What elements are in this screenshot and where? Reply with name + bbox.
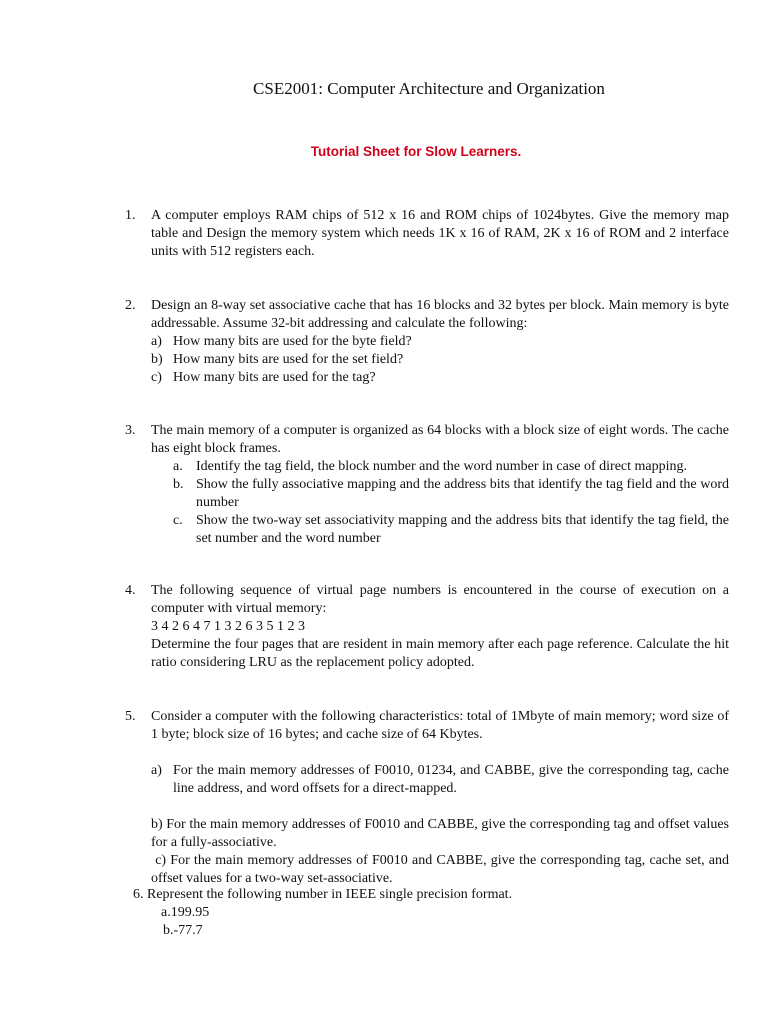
question-part [151, 333, 729, 351]
part-label: a) [151, 763, 162, 778]
question-part [151, 476, 729, 512]
question-number: 4. [125, 583, 136, 598]
question-1 [125, 207, 729, 261]
part-text: Identify the tag field, the block number and the word number in case of direct mapping. [196, 459, 688, 474]
page-subtitle: Tutorial Sheet for Slow Learners. [310, 144, 522, 159]
question-text: 6. Represent the following number in IEEE single precision format. [133, 887, 513, 902]
question-part: a.199.95 [161, 905, 210, 920]
question-number: 1. [125, 208, 136, 223]
part-text: How many bits are used for the tag? [173, 370, 376, 385]
question-6 [133, 886, 512, 940]
question-text: Design an 8-way set associative cache that has 16 blocks and 32 bytes per block. Main memory is byte addressable. Assume 32-bit addressing and calculate the following: [151, 298, 729, 331]
question-part [151, 458, 729, 476]
question-text: Consider a computer with the following characteristics: total of 1Mbyte of main memory; word size of 1 byte; block size of 16 bytes; and cache size of 64 Kbytes. [151, 709, 729, 742]
question-part [151, 351, 729, 369]
question-5 [125, 708, 733, 888]
question-part [151, 512, 729, 548]
question-text-continued: Determine the four pages that are resident in main memory after each page reference. Calculate the hit ratio considering LRU as the replacement policy adopted. [151, 637, 729, 670]
part-text: How many bits are used for the set field? [173, 352, 404, 367]
question-number: 3. [125, 423, 136, 438]
question-text: The following sequence of virtual page numbers is encountered in the course of execution on a computer with virtual memory: [151, 583, 729, 616]
part-label: a. [173, 459, 183, 474]
part-label: b) [151, 352, 163, 367]
question-number: 5. [125, 709, 136, 724]
question-4 [125, 582, 729, 672]
page-sequence: 3 4 2 6 4 7 1 3 2 6 3 5 1 2 3 [151, 619, 305, 634]
question-3 [125, 422, 729, 548]
part-text: How many bits are used for the byte field? [173, 334, 412, 349]
part-text: Show the fully associative mapping and the address bits that identify the tag field and the word number [196, 477, 729, 510]
question-part-c: c) For the main memory addresses of F0010 and CABBE, give the corresponding tag, cache set, and offset values for a two-way set-associative. [151, 853, 733, 886]
question-part: b.-77.7 [163, 923, 203, 938]
question-part [151, 369, 729, 387]
part-label: a) [151, 334, 162, 349]
part-label: c. [173, 513, 183, 528]
question-part [151, 762, 729, 798]
part-text: Show the two-way set associativity mapping and the address bits that identify the tag field, the set number and the word number [196, 513, 729, 546]
part-label: b. [173, 477, 184, 492]
question-text: The main memory of a computer is organized as 64 blocks with a block size of eight words. The cache has eight block frames. [151, 423, 729, 456]
question-part-b: b) For the main memory addresses of F0010 and CABBE, give the corresponding tag and offset values for a fully-associative. [151, 817, 729, 850]
page-title: CSE2001: Computer Architecture and Organization [253, 79, 605, 98]
question-text: A computer employs RAM chips of 512 x 16 and ROM chips of 1024bytes. Give the memory map table and Design the memory system which needs 1K x 16 of RAM, 2K x 16 of ROM and 2 interface units with 512 registers each. [151, 208, 729, 259]
part-text: For the main memory addresses of F0010, 01234, and CABBE, give the corresponding tag, cache line address, and word offsets for a direct-mapped. [173, 763, 729, 796]
question-2 [125, 297, 729, 387]
part-label: c) [151, 370, 162, 385]
question-number: 2. [125, 298, 136, 313]
